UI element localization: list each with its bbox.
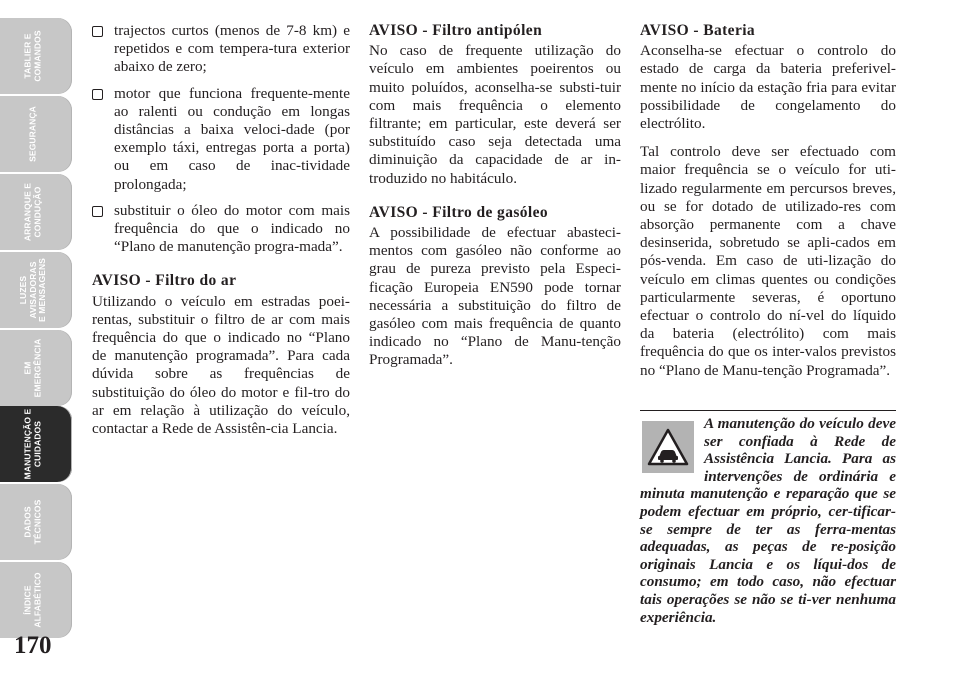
tab-tablier-comandos[interactable]: [0, 18, 72, 94]
tab-label: ÍNDICE ALFABÉTICO: [22, 572, 42, 628]
tab-arranque-conducao[interactable]: [0, 174, 72, 250]
tab-label: ARRANQUE E CONDUÇÃO: [22, 182, 42, 242]
tab-manutencao-cuidados[interactable]: [0, 406, 72, 482]
tab-luzes-avisadoras[interactable]: [0, 252, 72, 328]
tab-label: DADOS TÉCNICOS: [22, 499, 42, 545]
section-heading-filtro-antipolen: AVISO - Filtro antipólen: [369, 22, 543, 39]
section-heading-filtro-ar: AVISO - Filtro do ar: [92, 272, 237, 290]
list-item: [92, 202, 350, 257]
section-heading-filtro-gasoleo: AVISO - Filtro de gasóleo: [369, 203, 549, 221]
column-3: [640, 22, 896, 390]
chapter-sidebar: [0, 0, 74, 640]
warning-rule: [640, 410, 896, 411]
warning-text: A manutenção do veículo deve ser confiada à Rede de Assistência Lancia. Para as intervenções de ordinária e minuta manutenção e reparação que se podem efectuar em próprio, cer-tificar-se sempre de ter as ferra-mentas adequadas, as peças de re-posição originais Lancia e os líqui-dos de consumo; em todo caso, não efectuar tais operações se não se ti-ver nenhuma experiência.: [640, 415, 896, 626]
tab-label: LUZES AVISADORAS E MENSAGENS: [17, 258, 47, 322]
checkbox-bullet-icon: [92, 206, 103, 217]
tab-em-emergencia[interactable]: [0, 330, 72, 406]
tab-label: TABLIER E COMANDOS: [22, 30, 42, 82]
checkbox-bullet-icon: [92, 89, 103, 100]
tab-label: SEGURANÇA: [27, 106, 38, 162]
column-1: [92, 22, 350, 448]
bullet-list: [92, 22, 350, 256]
list-item-text: substituir o óleo do motor com mais frequência do que o indicado no “Plano de manutenção progra-mada”.: [114, 201, 350, 256]
checkbox-bullet-icon: [92, 26, 103, 37]
tab-label: MANUTENÇÃO E CUIDADOS: [22, 408, 42, 480]
tab-indice-alfabetico[interactable]: [0, 562, 72, 638]
column-2: [369, 22, 621, 380]
page-number: 170: [14, 632, 52, 659]
tab-label: EM EMERGÊNCIA: [22, 338, 42, 398]
warning-triangle-car-icon: [642, 421, 694, 473]
list-item-text: motor que funciona frequente-mente ao ralenti ou condução em longas distâncias a baixa veloci-dade (por exemplo táxi, entregas porta a porta) ou em caso de inac-tividade prolongada;: [114, 84, 350, 193]
paragraph-bateria-1: Aconselha-se efectuar o controlo do estado de carga da bateria preferivel-mente no início da estação fria para evitar possibilidade de congelamento do electrólito.: [640, 42, 896, 133]
tab-dados-tecnicos[interactable]: [0, 484, 72, 560]
list-item: [92, 22, 350, 77]
paragraph-filtro-gasoleo: A possibilidade de efectuar abasteci-mentos com gasóleo não conforme ao grau de pureza previsto pela Especi-ficação Europeia EN590 pode tornar necessária a substituição do filtro de gasóleo com mais frequência de quanto indicado no “Plano de Manu-tenção Programada”.: [369, 224, 621, 369]
section-heading-bateria: AVISO - Bateria: [640, 22, 756, 39]
paragraph-filtro-ar: Utilizando o veículo em estradas poei-rentas, substituir o filtro de ar com mais frequência do que o indicado no “Plano de manutenção programada”. Para cada dúvida sobre as frequências de substituição do óleo do motor e fil-tro do ar em relação à utilização do veículo, contactar a Rede de Assistên-cia Lancia.: [92, 292, 350, 438]
list-item: [92, 85, 350, 194]
paragraph-filtro-antipolen: No caso de frequente utilização do veículo em ambientes poeirentos ou muito poluídos, aconselha-se substi-tuir com mais frequência o elemento filtrante; em particular, este deverá ser substituído caso seja detectada uma diminuição da capacidade de ar in-troduzido no habitáculo.: [369, 42, 621, 187]
warning-box: [640, 410, 896, 626]
list-item-text: trajectos curtos (menos de 7-8 km) e repetidos e com tempera-tura exterior abaixo de zero;: [114, 22, 350, 76]
tab-seguranca[interactable]: [0, 96, 72, 172]
paragraph-bateria-2: Tal controlo deve ser efectuado com maior frequência se o veículo for uti-lizado regularmente em percursos breves, ou se for dotado de utilizado-res com absorção permanente com a chave desinserida, sobretudo se apli-cados em pós-venda. Em caso de uti-lização do veículo em climas quentes ou condições particularmente severas, é oportuno efectuar o controlo do ní-vel do líquido da bateria (electrólito) com mais frequência do que os inter-valos previstos no “Plano de Manu-tenção Programada”.: [640, 143, 896, 379]
